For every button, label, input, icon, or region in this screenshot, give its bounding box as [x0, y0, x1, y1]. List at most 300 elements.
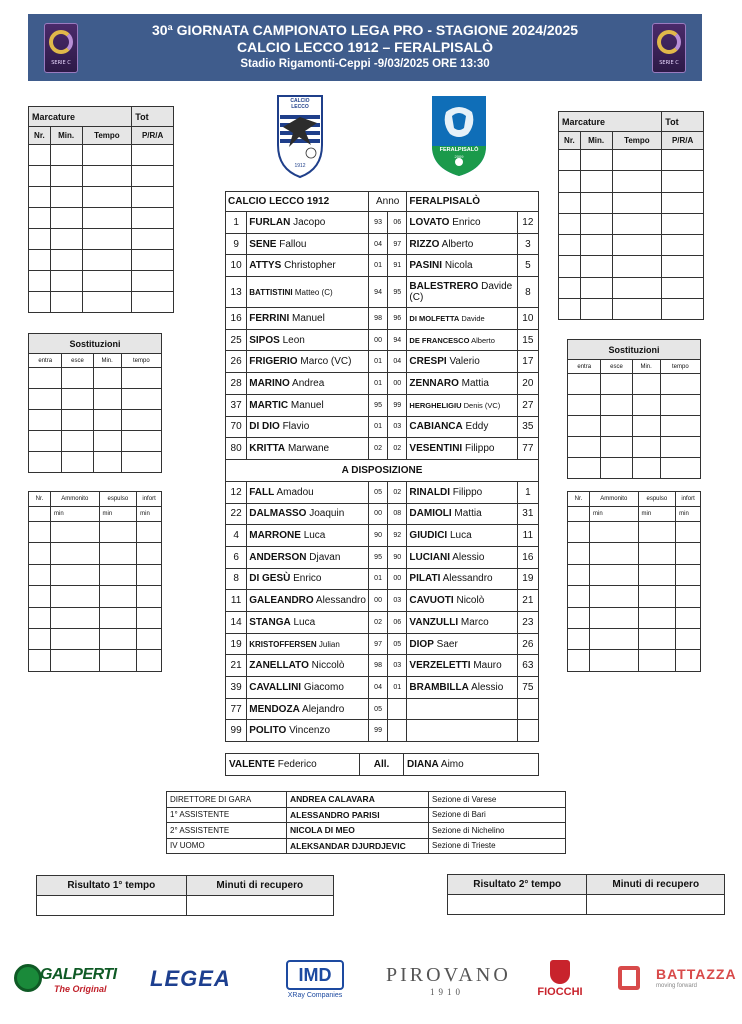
entry-cell[interactable]	[121, 368, 161, 389]
entry-cell[interactable]	[662, 171, 704, 192]
col-espulso: espulso	[99, 492, 137, 507]
home-player-number: 12	[226, 481, 247, 503]
entry-cell[interactable]	[568, 607, 590, 628]
away-player-name	[407, 633, 517, 655]
ammoniti-table-home	[28, 491, 162, 672]
entry-cell[interactable]	[559, 235, 581, 256]
entry-cell[interactable]	[137, 564, 162, 585]
entry-cell[interactable]	[676, 543, 701, 564]
entry-cell[interactable]	[601, 458, 632, 479]
entry-cell[interactable]	[132, 187, 174, 208]
entry-cell[interactable]	[638, 564, 676, 585]
entry-cell[interactable]	[99, 586, 137, 607]
entry-cell[interactable]	[559, 192, 581, 213]
entry-cell[interactable]	[612, 235, 662, 256]
home-player-year: 01	[368, 255, 387, 277]
away-player-number: 21	[517, 590, 538, 612]
away-player-number: 8	[517, 277, 538, 308]
entry-cell[interactable]	[580, 235, 612, 256]
entry-cell[interactable]	[676, 586, 701, 607]
entry-cell[interactable]	[51, 586, 100, 607]
entry-row	[568, 543, 701, 564]
home-player-name	[247, 720, 369, 742]
entry-cell[interactable]	[580, 171, 612, 192]
entry-cell[interactable]	[580, 299, 612, 320]
entry-cell[interactable]	[121, 452, 161, 473]
col-entra: entra	[29, 354, 62, 368]
entry-cell[interactable]	[51, 522, 100, 543]
entry-cell[interactable]	[29, 208, 51, 229]
away-player-surname: RINALDI	[409, 486, 450, 498]
home-coach	[226, 754, 360, 776]
away-player-year: 94	[388, 329, 407, 351]
col-min: Min.	[50, 127, 82, 145]
home-player-year: 00	[368, 503, 387, 525]
away-player-number: 12	[517, 212, 538, 234]
away-player-year: 92	[388, 525, 407, 547]
min-label: min	[51, 507, 100, 522]
player-row	[226, 308, 539, 330]
serie-c-logo-left	[44, 23, 78, 73]
entry-cell[interactable]	[93, 389, 121, 410]
entry-cell[interactable]	[632, 374, 660, 395]
away-player-number: 27	[517, 394, 538, 416]
match-round-title: 30ª GIORNATA CAMPIONATO LEGA PRO - STAGIONE 2024/2025	[151, 22, 579, 38]
entry-row	[29, 607, 162, 628]
home-player-surname: POLITO	[249, 725, 287, 737]
entry-cell[interactable]	[29, 431, 62, 452]
entry-cell[interactable]	[29, 522, 51, 543]
entry-cell[interactable]	[62, 368, 93, 389]
home-player-firstname: Andrea	[292, 377, 325, 389]
entry-cell[interactable]	[99, 607, 137, 628]
entry-cell[interactable]	[568, 522, 590, 543]
entry-cell[interactable]	[559, 213, 581, 234]
result-second-half	[447, 874, 725, 915]
entry-cell[interactable]	[559, 171, 581, 192]
entry-row	[29, 586, 162, 607]
entry-cell[interactable]	[638, 543, 676, 564]
entry-cell[interactable]	[632, 395, 660, 416]
entry-cell[interactable]	[660, 416, 700, 437]
entry-cell[interactable]	[29, 389, 62, 410]
entry-cell[interactable]	[632, 437, 660, 458]
away-player-year: 01	[388, 677, 407, 699]
marcature-title: Marcature	[29, 107, 132, 127]
entry-cell[interactable]	[82, 145, 132, 166]
entry-row	[559, 256, 704, 277]
entry-cell[interactable]	[662, 299, 704, 320]
entry-cell[interactable]	[121, 389, 161, 410]
away-player-surname: DE FRANCESCO	[409, 335, 470, 345]
entry-row	[568, 628, 701, 649]
entry-cell[interactable]	[29, 452, 62, 473]
entry-cell[interactable]	[662, 213, 704, 234]
entry-cell[interactable]	[660, 395, 700, 416]
battazza-name: BATTAZZA	[656, 966, 737, 982]
entry-cell[interactable]	[568, 543, 590, 564]
entry-cell[interactable]	[568, 628, 590, 649]
home-coach-surname: VALENTE	[229, 759, 275, 770]
entry-cell[interactable]	[137, 543, 162, 564]
entry-cell[interactable]	[99, 522, 137, 543]
home-player-year: 98	[368, 655, 387, 677]
entry-cell[interactable]	[137, 650, 162, 671]
col-ammonito: Ammonito	[51, 492, 100, 507]
entry-cell[interactable]	[590, 607, 639, 628]
entry-cell[interactable]	[29, 628, 51, 649]
away-player-surname: BRAMBILLA	[409, 681, 469, 693]
away-player-surname: DI MOLFETTA	[409, 313, 460, 323]
entry-cell[interactable]	[82, 208, 132, 229]
away-coach	[404, 754, 539, 776]
entry-cell[interactable]	[568, 458, 601, 479]
home-player-year: 01	[368, 568, 387, 590]
home-player-number: 14	[226, 612, 247, 634]
entry-cell[interactable]	[99, 564, 137, 585]
home-player-year: 01	[368, 373, 387, 395]
entry-cell[interactable]	[601, 395, 632, 416]
entry-cell[interactable]	[51, 650, 100, 671]
home-player-firstname: Jacopo	[293, 216, 326, 228]
home-player-firstname: Joaquin	[309, 508, 345, 520]
entry-row	[568, 395, 701, 416]
entry-cell[interactable]	[29, 145, 51, 166]
away-player-number: 1	[517, 481, 538, 503]
entry-cell[interactable]	[568, 650, 590, 671]
away-player-number: 10	[517, 308, 538, 330]
col-pra: P/R/A	[662, 132, 704, 150]
official-section: Sezione di Trieste	[429, 838, 566, 854]
home-player-name	[247, 568, 369, 590]
away-player-name	[407, 394, 517, 416]
entry-cell[interactable]	[29, 607, 51, 628]
entry-cell[interactable]	[132, 166, 174, 187]
home-player-surname: DALMASSO	[249, 508, 307, 520]
entry-cell[interactable]	[99, 628, 137, 649]
entry-cell[interactable]	[601, 374, 632, 395]
home-player-number: 77	[226, 698, 247, 720]
entry-cell[interactable]	[568, 416, 601, 437]
entry-cell[interactable]	[132, 145, 174, 166]
entry-cell[interactable]	[29, 564, 51, 585]
entry-cell[interactable]	[62, 389, 93, 410]
away-player-year	[388, 720, 407, 742]
entry-row	[559, 235, 704, 256]
entry-cell[interactable]	[612, 299, 662, 320]
entry-cell[interactable]	[590, 628, 639, 649]
entry-cell[interactable]	[93, 368, 121, 389]
entry-cell[interactable]	[93, 410, 121, 431]
entry-cell[interactable]	[137, 628, 162, 649]
entry-cell[interactable]	[662, 277, 704, 298]
first-half-score-cell[interactable]	[37, 896, 187, 916]
entry-cell[interactable]	[137, 607, 162, 628]
home-player-name	[247, 655, 369, 677]
entry-cell[interactable]	[29, 166, 51, 187]
entry-row	[29, 628, 162, 649]
entry-cell[interactable]	[590, 564, 639, 585]
entry-cell[interactable]	[121, 431, 161, 452]
galperti-mark-icon	[14, 964, 42, 992]
entry-cell[interactable]	[82, 166, 132, 187]
entry-cell[interactable]	[580, 192, 612, 213]
entry-cell[interactable]	[660, 374, 700, 395]
pirovano-logo	[386, 964, 511, 997]
entry-cell[interactable]	[29, 543, 51, 564]
entry-cell[interactable]	[50, 145, 82, 166]
col-espulso: espulso	[638, 492, 676, 507]
entry-row	[29, 431, 162, 452]
entry-cell[interactable]	[29, 368, 62, 389]
entry-cell[interactable]	[612, 277, 662, 298]
lecco-crest	[275, 93, 325, 179]
entry-cell[interactable]	[568, 395, 601, 416]
official-role: IV UOMO	[167, 838, 287, 854]
entry-cell[interactable]	[62, 431, 93, 452]
entry-cell[interactable]	[612, 256, 662, 277]
entry-cell[interactable]	[50, 229, 82, 250]
home-player-firstname: Luca	[303, 530, 326, 542]
entry-cell[interactable]	[50, 208, 82, 229]
entry-cell[interactable]	[580, 256, 612, 277]
entry-cell[interactable]	[612, 171, 662, 192]
entry-cell[interactable]	[132, 250, 174, 271]
entry-cell[interactable]	[638, 628, 676, 649]
entry-cell[interactable]	[82, 187, 132, 208]
entry-cell[interactable]	[632, 458, 660, 479]
entry-cell[interactable]	[29, 187, 51, 208]
entry-row	[29, 368, 162, 389]
home-player-name	[247, 255, 369, 277]
entry-cell[interactable]	[559, 277, 581, 298]
home-player-surname: MARINO	[249, 377, 290, 389]
home-player-surname: GALEANDRO	[249, 595, 314, 607]
entry-cell[interactable]	[29, 271, 51, 292]
entry-cell[interactable]	[676, 628, 701, 649]
entry-cell[interactable]	[93, 431, 121, 452]
entry-cell[interactable]	[568, 374, 601, 395]
official-row	[167, 838, 566, 854]
entry-cell[interactable]	[601, 437, 632, 458]
entry-cell[interactable]	[590, 586, 639, 607]
sostituzioni-title: Sostituzioni	[29, 334, 162, 354]
entry-cell[interactable]	[676, 650, 701, 671]
player-row	[226, 698, 539, 720]
away-player-firstname: Mauro	[473, 660, 502, 672]
second-half-recovery-cell[interactable]	[587, 895, 725, 915]
entry-cell[interactable]	[50, 271, 82, 292]
col-esce: esce	[601, 360, 632, 374]
feralpisalo-crest-name: FERALPISALÒ	[439, 147, 479, 153]
entry-cell[interactable]	[662, 256, 704, 277]
away-player-firstname: Alessio	[452, 551, 485, 563]
entry-cell[interactable]	[632, 416, 660, 437]
entry-cell[interactable]	[676, 522, 701, 543]
entry-cell[interactable]	[132, 208, 174, 229]
official-section: Sezione di Nichelino	[429, 823, 566, 839]
home-player-number: 8	[226, 568, 247, 590]
entry-cell[interactable]	[51, 543, 100, 564]
entry-cell[interactable]	[121, 410, 161, 431]
entry-cell[interactable]	[51, 564, 100, 585]
entry-cell[interactable]	[132, 229, 174, 250]
entry-cell[interactable]	[676, 607, 701, 628]
imd-subtitle: XRay Companies	[287, 992, 343, 999]
entry-cell[interactable]	[638, 586, 676, 607]
entry-row	[568, 586, 701, 607]
home-coach-first: Federico	[277, 759, 317, 770]
player-row	[226, 329, 539, 351]
col-tempo: Tempo	[612, 132, 662, 150]
entry-cell[interactable]	[590, 522, 639, 543]
home-player-number: 19	[226, 633, 247, 655]
galperti-tagline: The Original	[54, 984, 107, 994]
entry-cell[interactable]	[559, 150, 581, 171]
min-label: min	[638, 507, 676, 522]
entry-cell[interactable]	[580, 150, 612, 171]
entry-row	[568, 564, 701, 585]
entry-cell[interactable]	[93, 452, 121, 473]
away-player-surname: RIZZO	[409, 238, 440, 250]
entry-cell[interactable]	[638, 607, 676, 628]
entry-cell[interactable]	[676, 564, 701, 585]
away-player-surname: PASINI	[409, 260, 443, 272]
entry-cell[interactable]	[137, 522, 162, 543]
player-row	[226, 373, 539, 395]
entry-cell[interactable]	[638, 522, 676, 543]
away-player-firstname: Saer	[436, 638, 458, 650]
home-player-year: 01	[368, 416, 387, 438]
entry-cell[interactable]	[559, 256, 581, 277]
entry-cell[interactable]	[580, 277, 612, 298]
entry-cell[interactable]	[612, 150, 662, 171]
entry-cell[interactable]	[29, 229, 51, 250]
tot-label: Tot	[662, 112, 704, 132]
home-player-year: 99	[368, 720, 387, 742]
entry-row	[559, 277, 704, 298]
first-half-recovery-cell[interactable]	[186, 896, 333, 916]
entry-cell[interactable]	[50, 187, 82, 208]
entry-cell[interactable]	[29, 586, 51, 607]
entry-cell[interactable]	[137, 586, 162, 607]
entry-cell[interactable]	[62, 452, 93, 473]
entry-cell[interactable]	[660, 458, 700, 479]
home-player-firstname: Djavan	[309, 551, 341, 563]
recovery-label: Minuti di recupero	[186, 876, 333, 896]
away-player-number: 26	[517, 633, 538, 655]
home-player-year: 98	[368, 308, 387, 330]
entry-cell[interactable]	[99, 543, 137, 564]
entry-cell[interactable]	[51, 628, 100, 649]
away-player-surname: CABIANCA	[409, 421, 463, 433]
home-player-surname: MENDOZA	[249, 703, 300, 715]
entry-cell[interactable]	[132, 292, 174, 313]
home-player-firstname: Vincenzo	[289, 725, 331, 737]
official-row	[167, 792, 566, 808]
entry-cell[interactable]	[82, 250, 132, 271]
entry-cell[interactable]	[612, 192, 662, 213]
entry-cell[interactable]	[612, 213, 662, 234]
entry-cell[interactable]	[82, 229, 132, 250]
entry-cell[interactable]	[50, 250, 82, 271]
away-player-year: 96	[388, 308, 407, 330]
home-player-surname: SENE	[249, 238, 277, 250]
entry-row	[29, 389, 162, 410]
home-player-firstname: Julian	[318, 639, 340, 649]
home-player-year: 05	[368, 698, 387, 720]
away-player-firstname: Eddy	[465, 421, 489, 433]
home-player-year: 94	[368, 277, 387, 308]
home-player-firstname: Manuel	[290, 399, 324, 411]
entry-cell[interactable]	[638, 650, 676, 671]
entry-cell[interactable]	[559, 299, 581, 320]
official-name: ALEKSANDAR DJURDJEVIC	[287, 838, 429, 854]
home-player-firstname: Marco (VC)	[300, 356, 352, 368]
col-infort: infort	[137, 492, 162, 507]
entry-cell[interactable]	[29, 410, 62, 431]
home-player-firstname: Amadou	[276, 486, 314, 498]
entry-cell[interactable]	[662, 192, 704, 213]
entry-cell[interactable]	[99, 650, 137, 671]
entry-cell[interactable]	[29, 292, 51, 313]
min-label: min	[137, 507, 162, 522]
entry-row	[29, 650, 162, 671]
away-player-surname: CAVUOTI	[409, 595, 454, 607]
entry-cell[interactable]	[660, 437, 700, 458]
home-player-year: 04	[368, 677, 387, 699]
entry-cell[interactable]	[662, 235, 704, 256]
entry-cell[interactable]	[580, 213, 612, 234]
player-row	[226, 612, 539, 634]
home-player-surname: KRISTOFFERSEN	[249, 639, 317, 649]
lecco-crest-top: CALCIO	[290, 98, 310, 104]
entry-cell[interactable]	[50, 166, 82, 187]
home-player-name	[247, 546, 369, 568]
away-player-surname: PILATI	[409, 573, 441, 585]
entry-cell[interactable]	[29, 250, 51, 271]
home-player-number: 11	[226, 590, 247, 612]
entry-cell[interactable]	[601, 416, 632, 437]
entry-cell[interactable]	[568, 564, 590, 585]
entry-cell[interactable]	[568, 586, 590, 607]
entry-cell[interactable]	[568, 437, 601, 458]
second-half-label: Risultato 2° tempo	[448, 875, 587, 895]
home-player-year: 04	[368, 233, 387, 255]
home-player-firstname: Enrico	[293, 573, 322, 585]
col-nr: Nr.	[29, 127, 51, 145]
entry-cell[interactable]	[82, 271, 132, 292]
away-player-number: 3	[517, 233, 538, 255]
entry-row	[29, 522, 162, 543]
entry-cell[interactable]	[29, 650, 51, 671]
entry-cell[interactable]	[662, 150, 704, 171]
home-player-name	[247, 308, 369, 330]
entry-cell[interactable]	[132, 271, 174, 292]
entry-cell[interactable]	[51, 607, 100, 628]
away-player-name	[407, 308, 517, 330]
entry-cell[interactable]	[62, 410, 93, 431]
entry-row	[29, 271, 174, 292]
entry-cell[interactable]	[590, 650, 639, 671]
home-player-firstname: Manuel	[292, 312, 325, 324]
entry-cell[interactable]	[50, 292, 82, 313]
entry-cell[interactable]	[590, 543, 639, 564]
home-player-name	[247, 394, 369, 416]
second-half-score-cell[interactable]	[448, 895, 587, 915]
entry-cell[interactable]	[82, 292, 132, 313]
col-min: Min.	[93, 354, 121, 368]
